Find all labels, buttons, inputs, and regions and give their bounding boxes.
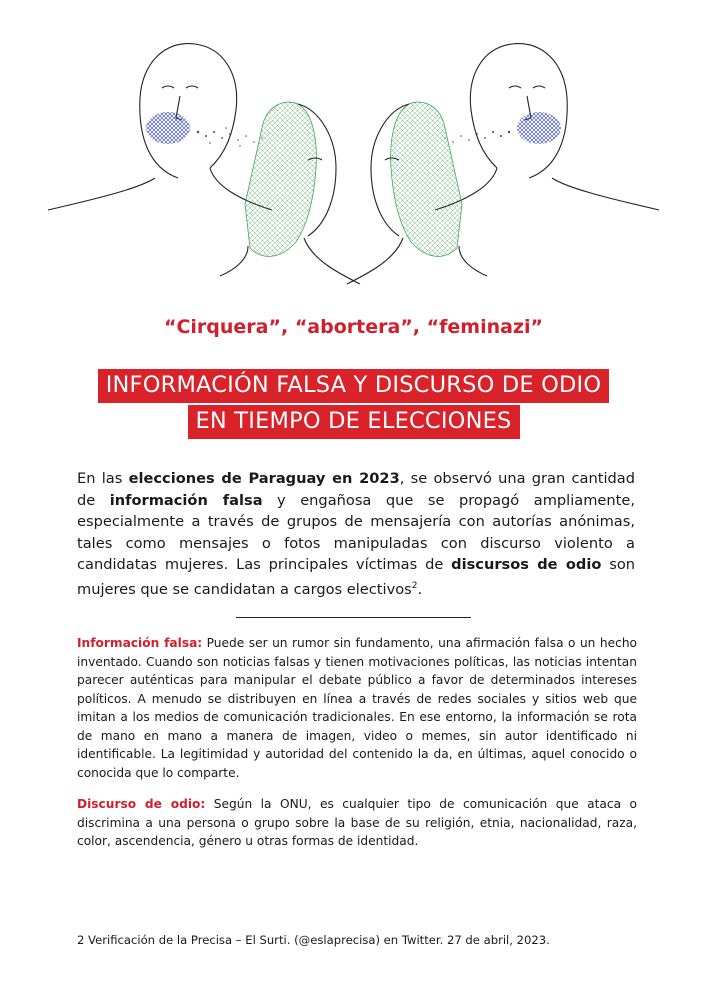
- footnote: 2 Verificación de la Precisa – El Surti. (@eslaprecisa) en Twitter. 27 de abril, 2023.: [77, 933, 550, 947]
- subtitle-quotes: “Cirquera”, “abortera”, “feminazi”: [163, 316, 543, 338]
- definition-term: Información falsa:: [77, 636, 203, 650]
- intro-bold-elections: elecciones de Paraguay en 2023: [128, 470, 400, 487]
- intro-text: .: [417, 580, 423, 598]
- left-mouth-particles-icon: [146, 112, 190, 144]
- intro-text: son mujeres que se candidatan a cargos electivos: [77, 556, 636, 598]
- intro-bold-false-info: información falsa: [109, 491, 263, 509]
- title-line-1-container: [0, 369, 707, 403]
- title-line-2-container: [0, 405, 707, 439]
- definition-hate-speech: [77, 795, 637, 851]
- right-mouth-particles-icon: [517, 112, 561, 144]
- faces-illustration: [40, 28, 667, 290]
- intro-paragraph: [77, 468, 635, 600]
- definition-term: Discurso de odio:: [77, 797, 206, 811]
- intro-text: En las: [77, 470, 129, 487]
- intro-text: , se observó una gran cantidad de: [77, 470, 635, 509]
- center-left-mesh-head-icon: [245, 102, 316, 256]
- definition-text: Puede ser un rumor sin fundamento, una afirmación falsa o un hecho inventado. Cuando son noticias falsas y tienen motivaciones políticas, las noticias intentan parecer auténticas para manipular el debate público a favor de determinados intereses políticos. A menudo se distribuyen en línea a través de redes sociales y sitios web que imitan a los medios de comunicación tradicionales. En ese entorno, la información se rota de mano en mano a manera de imagen, video o memes, sin autor identificado ni identificable. La legitimidad y autoridad del contenido la da, en últimas, aquel conocido o conocida que lo comparte.: [77, 636, 637, 780]
- title-line-1: INFORMACIÓN FALSA Y DISCURSO DE ODIO: [98, 369, 610, 403]
- intro-text: y engañosa que se propagó ampliamente, especialmente a través de grupos de mensajería con autorías anónimas, tales como mensajes o fotos manipuladas con discurso violento a candidatas mujeres. Las principales víctimas de: [77, 491, 636, 573]
- intro-bold-hate-speech: discursos de odio: [451, 556, 602, 573]
- definition-false-information: [77, 634, 637, 782]
- center-right-mesh-head-icon: [391, 102, 462, 256]
- definition-text: Según la ONU, es cualquier tipo de comunicación que ataca o discrimina a una persona o grupo sobre la base de su religión, etnia, nacionalidad, raza, color, ascendencia, género u otras formas de identidad.: [77, 797, 637, 848]
- section-divider: [236, 617, 471, 618]
- footnote-marker: 2: [411, 580, 418, 591]
- title-line-2: EN TIEMPO DE ELECCIONES: [188, 405, 520, 439]
